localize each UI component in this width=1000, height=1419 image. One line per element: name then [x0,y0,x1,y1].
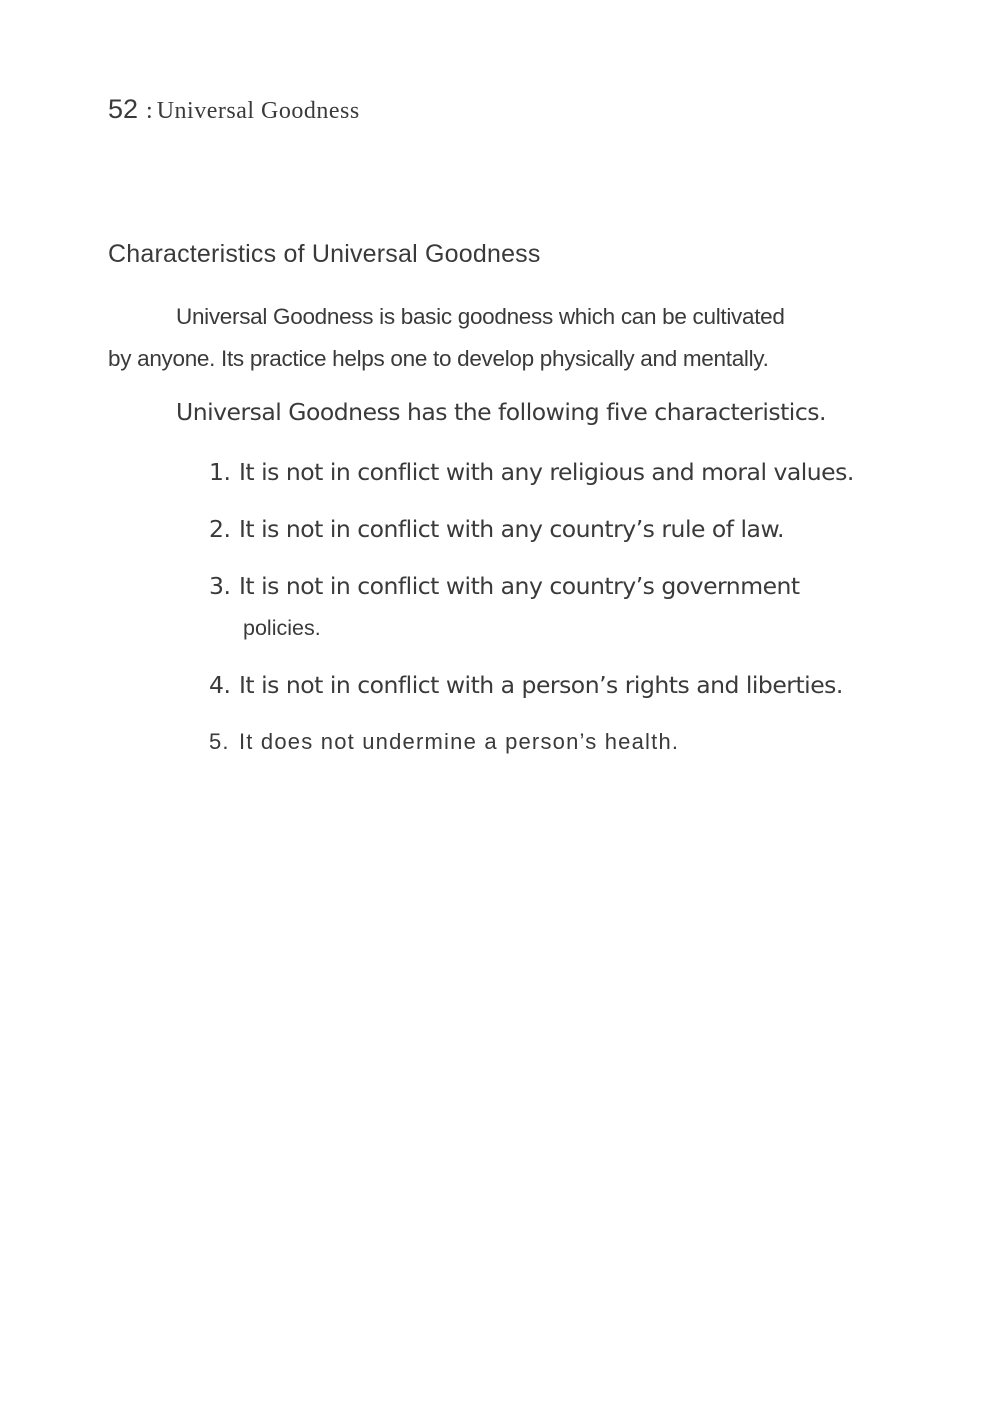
list-item-number: 3. [209,572,231,600]
intro-paragraph [108,296,868,380]
list-item [209,513,854,545]
page-header [108,96,360,123]
list-item [209,669,854,701]
list-item-text: It is not in conflict with any country’s rule of law. [239,515,784,543]
list-item-number: 4. [209,671,231,699]
list-item-number: 1. [209,458,231,486]
page-number: 52 [108,94,139,124]
running-title: Universal Goodness [156,98,360,124]
list-item-number: 2. [209,515,231,543]
list-item-text: It is not in conflict with any religious and moral values. [239,458,854,486]
list-item-continuation: policies. [243,616,321,640]
list-item-text: It is not in conflict with any country’s government [239,572,800,600]
header-separator: : [146,98,153,124]
section-heading: Characteristics of Universal Goodness [108,240,541,268]
characteristics-list [209,456,854,783]
list-item-text: It does not undermine a person’s health. [239,729,680,754]
list-item [209,456,854,488]
list-item-number: 5. [209,729,230,754]
intro-line-2: by anyone. Its practice helps one to develop physically and mentally. [108,346,769,371]
list-item [209,726,854,758]
list-item [209,570,854,644]
intro-line-1: Universal Goodness is basic goodness which can be cultivated [176,304,785,329]
list-item-text: It is not in conflict with a person’s rights and liberties. [239,671,843,699]
lead-sentence: Universal Goodness has the following five characteristics. [176,398,826,426]
